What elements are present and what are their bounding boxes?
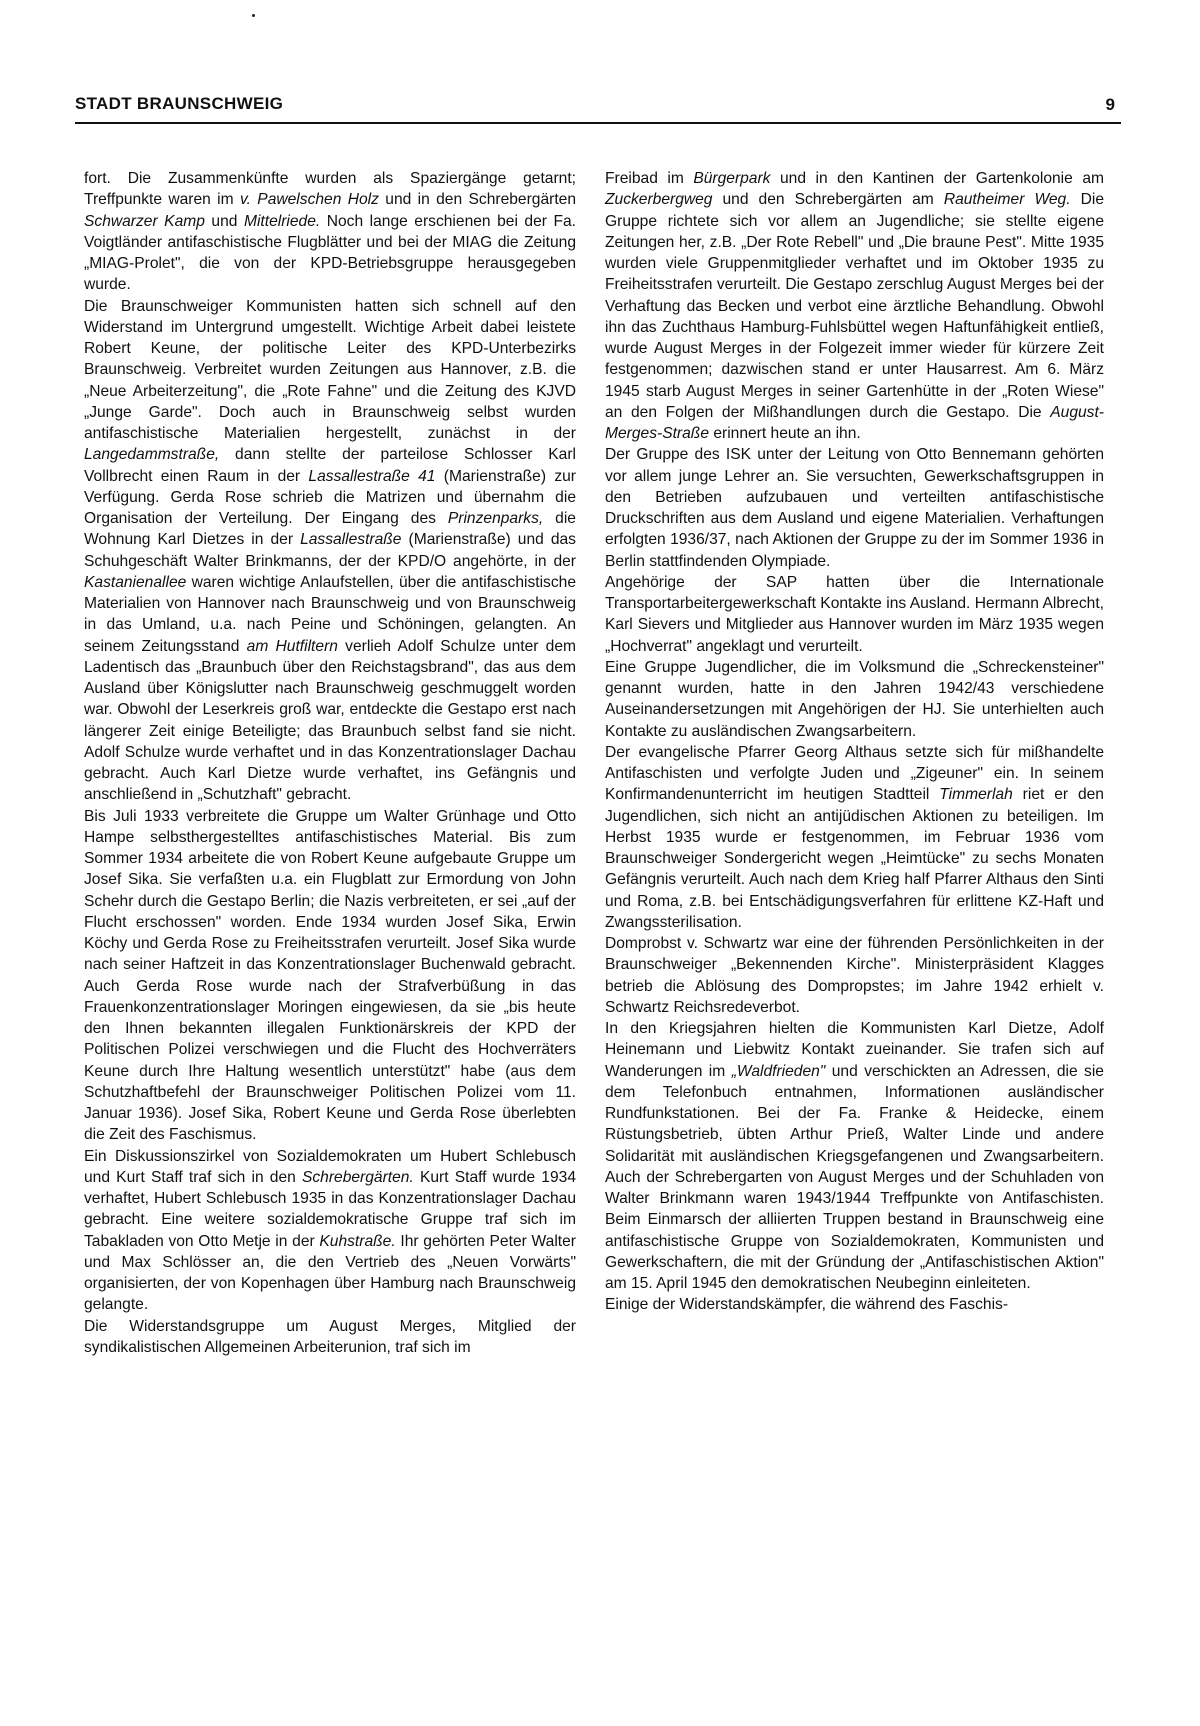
emphasized-text: Rautheimer Weg. (943, 191, 1071, 209)
page-number: 9 (1105, 95, 1115, 114)
text-run: Der evangelische Pfarrer Georg Althaus setzte sich für mißhandelte Antifaschisten und verfolgte Juden und „Zigeuner" ein. In seinem Konfirmandenunterricht im heutigen Stadtteil (605, 743, 1104, 804)
emphasized-text: Lassallestraße 41 (308, 467, 436, 485)
text-run: verlieh Adolf Schulze unter dem Ladentisch das „Braunbuch über den Reichstagsbrand", das aus dem Ausland über Königslutter nach Braunschweig geschmuggelt worden war. Obwohl der Leserkreis groß war, entdeckte die Gestapo erst nach längerer Zeit einige Beteiligte; das Braunbuch selbst fand sie nicht. Adolf Schulze wurde verhaftet und in das Konzentrationslager Dachau gebracht. Auch Karl Dietze wurde verhaftet, ins Gefängnis und anschließend in „Schutzhaft" gebracht. (84, 637, 576, 804)
paragraph (84, 296, 576, 806)
text-column-left (84, 168, 576, 1358)
text-run: und verschickten an Adressen, die sie dem Telefonbuch entnahmen, Informationen ausländischer Rundfunkstationen. Bei der Fa. Franke & Heidecke, einem Rüstungsbetrieb, übten Arthur Prieß, Walter Linde und andere Solidarität mit ausländischen Kriegsgefangenen und Zwangsarbeitern. Auch der Schrebergarten von August Merges und der Schuhladen von Walter Brinkmann waren 1943/1944 Treffpunkte von Antifaschisten. Beim Einmarsch der alliierten Truppen bestand in Braunschweig eine antifaschistische Gruppe von Sozialdemokraten, Kommunisten und Gewerkschaftern, die mit der Gründung der „Antifaschistischen Aktion" am 15. April 1945 den demokratischen Neubeginn einleiteten. (605, 1062, 1104, 1292)
text-run: fort. Die Zusammenkünfte wurden als Spaziergänge getarnt; Treffpunkte waren im (84, 170, 576, 209)
emphasized-text: Schrebergärten. (301, 1168, 414, 1186)
emphasized-text: Zuckerbergweg (605, 191, 713, 209)
text-run: In den Kriegsjahren hielten die Kommunisten Karl Dietze, Adolf Heinemann und Liebwitz Kontakt zueinander. Sie trafen sich auf Wanderungen im (605, 1020, 1104, 1080)
text-run: und (204, 212, 244, 230)
text-run: (Marienstraße) zur Verfügung. Gerda Rose schrieb die Matrizen und übernahm die Organisation der Verteilung. Der Eingang des (84, 467, 576, 527)
paragraph (84, 806, 576, 1146)
speck-mark (252, 14, 255, 17)
emphasized-text: Bürgerpark (693, 170, 771, 187)
text-run: Kurt Staff wurde 1934 verhaftet, Hubert Schlebusch 1935 in das Konzentrationslager Dachau gebracht. Eine weitere sozialdemokratische Gruppe traf sich im Tabakladen von Otto Metje in der (84, 1168, 576, 1250)
emphasized-text: Langedammstraße, (84, 446, 220, 464)
emphasized-text: Mittelriede. (243, 212, 321, 230)
text-column-right (605, 168, 1104, 1316)
emphasized-text: „Waldfrieden" (731, 1062, 826, 1080)
text-run: riet er den Jugendlichen, sich nicht an antijüdischen Aktionen zu beteiligen. Im Herbst 1935 wurde er festgenommen, im Februar 1936 vom Braunschweiger Sondergericht wegen „Heimtücke" zu sechs Monaten Gefängnis verurteilt. Auch nach dem Krieg half Pfarrer Althaus den Sinti und Roma, z.B. bei Entschädigungsverfahren für erlittene KZ-Haft und Zwangssterilisation. (605, 786, 1104, 931)
paragraph (605, 657, 1104, 742)
text-run: Die Gruppe richtete sich vor allem an Jugendliche; sie stellte eigene Zeitungen her, z.B. „Der Rote Rebell" und „Die braune Pest". Mitte 1935 wurden viele Gruppenmitglieder verhaftet und im Oktober 1935 zu Freiheitsstrafen verurteilt. Die Gestapo zerschlug August Merges bei der Verhaftung das Becken und verbot eine ärztliche Behandlung. Obwohl ihn das Zuchthaus Hamburg-Fuhlsbüttel wegen Haftunfähigkeit entließ, wurde August Merges in der Folgezeit immer wieder für kürzere Zeit festgenommen; dazwischen stand er unter Hausarrest. Am 6. März 1945 starb August Merges in seiner Gartenhütte in der „Roten Wiese" an den Folgen der Mißhandlungen durch die Gestapo. Die (605, 191, 1104, 421)
emphasized-text: Prinzenparks, (447, 510, 544, 527)
paragraph (605, 1294, 1104, 1315)
paragraph (605, 168, 1104, 444)
text-run: Der Gruppe des ISK unter der Leitung von Otto Bennemann gehörten vor allem junge Lehrer an. Sie versuchten, Gewerkschaftsgruppen in den Betrieben aufzubauen und verteilten antifaschistische Druckschriften aus dem Ausland und eigene Materialien. Verhaftungen erfolgten 1936/37, nach Aktionen der Gruppe zu der im Sommer 1936 in Berlin stattfindenden Olympiade. (605, 446, 1104, 570)
text-run: Einige der Widerstandskämpfer, die während des Faschis- (605, 1296, 1009, 1314)
page-header (75, 94, 1121, 124)
paragraph (84, 1146, 576, 1316)
text-run: dann stellte der parteilose Schlosser Karl Vollbrecht einen Raum in der (84, 446, 576, 485)
text-run: Die Braunschweiger Kommunisten hatten sich schnell auf den Widerstand im Untergrund umgestellt. Wichtige Arbeit dabei leistete Robert Keune, der politische Leiter des KPD-Unterbezirks Braunschweig. Verbreitet wurden Zeitungen aus Hannover, z.B. die „Neue Arbeiterzeitung", die „Rote Fahne" und die Zeitung des KJVD „Junge Garde". Doch auch in Braunschweig selbst wurden antifaschistische Materialien hergestellt, zunächst in der (84, 297, 576, 442)
paragraph (605, 933, 1104, 1018)
text-run: Freibad im (605, 170, 694, 187)
emphasized-text: Schwarzer Kamp (84, 212, 205, 230)
text-run: und in den Kantinen der Gartenkolonie am (770, 170, 1104, 187)
emphasized-text: Kuhstraße. (319, 1232, 396, 1250)
emphasized-text: Timmerlah (939, 786, 1013, 804)
emphasized-text: v. Pawelschen Holz (239, 191, 379, 209)
text-run: Angehörige der SAP hatten über die Internationale Transportarbeitergewerkschaft Kontakte ins Ausland. Hermann Albrecht, Karl Sievers und Mitglieder aus Hannover wurden im März 1935 wegen „Hochverrat" angeklagt und verurteilt. (605, 573, 1104, 655)
paragraph (605, 1018, 1104, 1294)
text-run: Ihr gehörten Peter Walter und Max Schlösser an, die den Vertrieb des „Neuen Vorwärts" organisierten, der von Kopenhagen über Hamburg nach Braunschweig gelangte. (84, 1232, 576, 1314)
paragraph (605, 742, 1104, 933)
text-run: waren wichtige Anlaufstellen, über die antifaschistische Materialien von Hannover nach Braunschweig und von Braunschweig in das Umland, u.a. nach Peine und Schöningen, gelangten. An seinem Zeitungsstand (84, 573, 576, 655)
paragraph (84, 168, 576, 296)
text-run: Die Widerstandsgruppe um August Merges, Mitglied der syndikalistischen Allgemeinen Arbeiterunion, traf sich im (84, 1317, 576, 1356)
text-run: die Wohnung Karl Dietzes in der (84, 510, 576, 549)
emphasized-text: Kastanienallee (84, 573, 187, 591)
paragraph (605, 444, 1104, 572)
text-run: Ein Diskussionszirkel von Sozialdemokraten um Hubert Schlebusch und Kurt Staff traf sich in den (84, 1147, 576, 1186)
emphasized-text: August-Merges-Straße (605, 403, 1104, 442)
text-run: Noch lange erschienen bei der Fa. Voigtländer antifaschistische Flugblätter und bei der MIAG die Zeitung „MIAG-Prolet", die von der KPD-Betriebsgruppe herausgegeben wurde. (84, 212, 576, 294)
paragraph (84, 1316, 576, 1359)
paragraph (605, 572, 1104, 657)
running-title: STADT BRAUNSCHWEIG (75, 94, 284, 113)
text-run: Eine Gruppe Jugendlicher, die im Volksmund die „Schreckensteiner" genannt wurden, hatte in den Jahren 1942/43 verschiedene Auseinandersetzungen mit Angehörigen der HJ. Sie unterhielten auch Kontakte zu ausländischen Zwangsarbeitern. (605, 658, 1104, 740)
text-run: und in den Schrebergärten (378, 191, 576, 209)
text-run: erinnert heute an ihn. (709, 425, 861, 442)
emphasized-text: Lassallestraße (300, 531, 402, 549)
text-run: Domprobst v. Schwartz war eine der führenden Persönlichkeiten in der Braunschweiger „Bekennenden Kirche". Ministerpräsident Klagges betrieb die Ablösung des Dompropstes; im Jahre 1942 erhielt v. Schwartz Reichsredeverbot. (605, 935, 1104, 1016)
text-run: Bis Juli 1933 verbreitete die Gruppe um Walter Grünhage und Otto Hampe selbsthergestelltes antifaschistisches Material. Bis zum Sommer 1934 arbeitete die von Robert Keune aufgebaute Gruppe um Josef Sika. Sie verfaßten u.a. ein Flugblatt zur Ermordung von John Schehr durch die Gestapo Berlin; die Nazis verbreiteten, er sei „auf der Flucht erschossen" worden. Ende 1934 wurden Josef Sika, Erwin Köchy und Gerda Rose zu Freiheitsstrafen verurteilt. Josef Sika wurde nach seiner Haftzeit in das Konzentrationslager Buchenwald gebracht. Auch Gerda Rose wurde nach der Strafverbüßung in das Frauenkonzentrationslager Moringen eingewiesen, da sie „bis heute den Ihnen bekannten illegalen Funktionärskreis der KPD der Politischen Polizei verschwiegen und die Flucht des Hochverräters Keune durch Ihre Haltung wesentlich unterstützt" habe (aus dem Schutzhaftbefehl der Braunschweiger Politischen Polizei vom 11. Januar 1936). Josef Sika, Robert Keune und Gerda Rose überlebten die Zeit des Faschismus. (84, 807, 576, 1144)
text-run: (Marienstraße) und das Schuhgeschäft Walter Brinkmanns, der der KPD/O angehörte, in der (84, 531, 576, 570)
emphasized-text: am Hutfiltern (246, 637, 338, 655)
text-run: und den Schrebergärten am (712, 191, 944, 209)
